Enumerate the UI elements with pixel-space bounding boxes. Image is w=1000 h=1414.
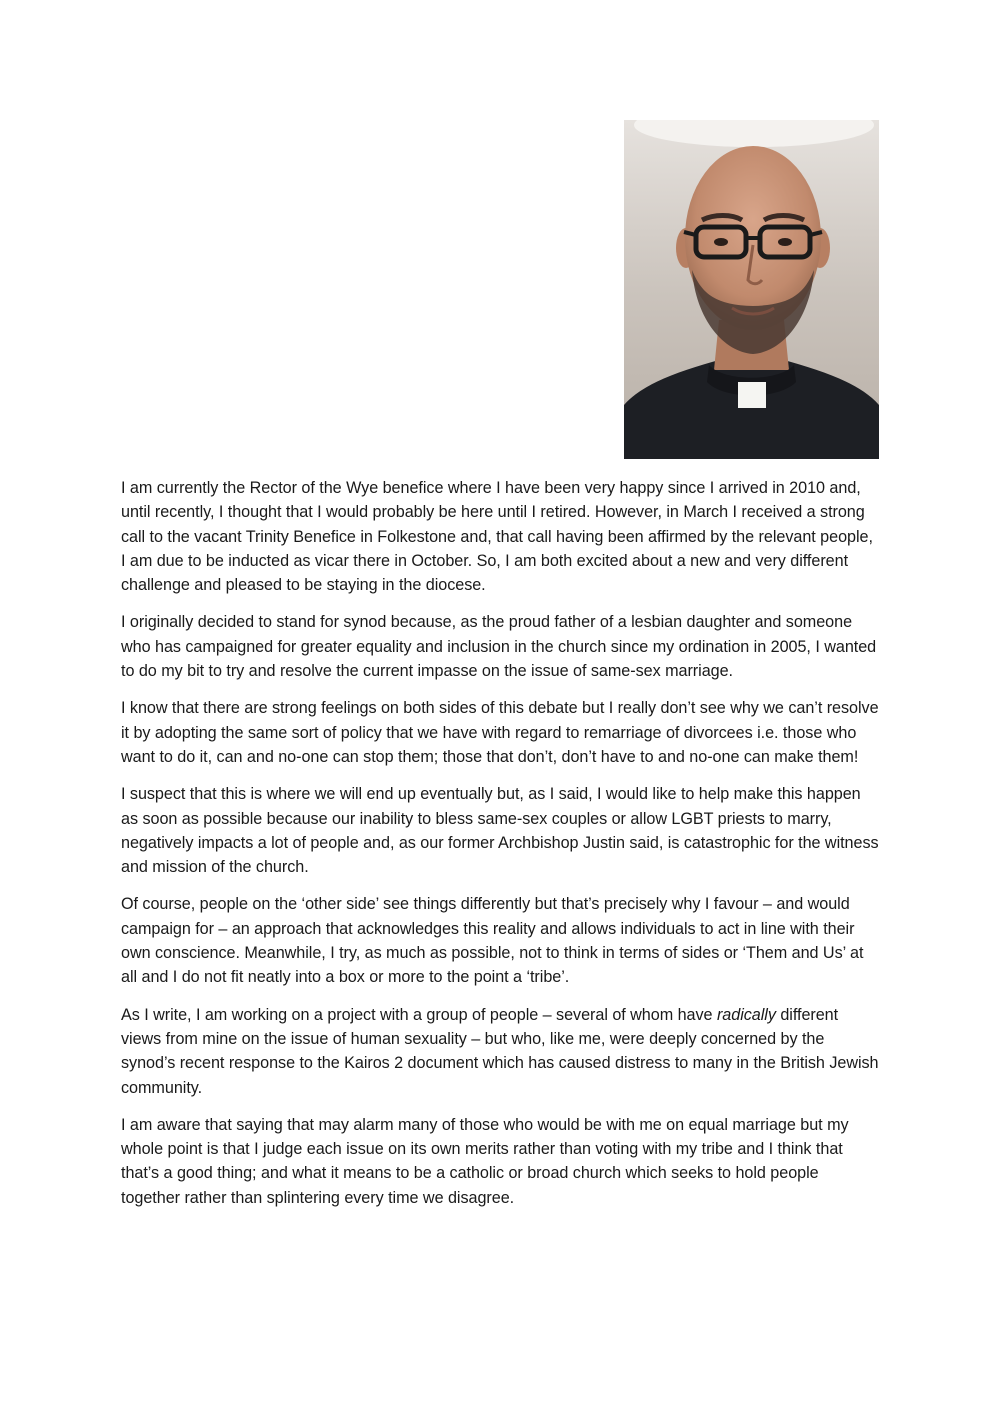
paragraph-5: Of course, people on the ‘other side’ see things differently but that’s precisely why I favour – and would campaign for – an approach that acknowledges this reality and allows individuals to act in line with their own conscience. Meanwhile, I try, as much as possible, not to think in terms of sides or ‘Them and Us’ at all and I do not fit neatly into a box or more to the point a ‘tribe’. xyxy=(121,895,864,987)
biography-text xyxy=(121,476,881,1223)
paragraph-1: I am currently the Rector of the Wye benefice where I have been very happy since I arrived in 2010 and, until recently, I thought that I would probably be here until I retired. However, in March I received a strong call to the vacant Trinity Benefice in Folkestone and, that call having been affirmed by the relevant people, I am due to be inducted as vicar there in October. So, I am both excited about a new and very different challenge and pleased to be staying in the diocese. xyxy=(121,479,873,595)
paragraph-6-start: As I write, I am working on a project with a group of people – several of whom have xyxy=(121,1005,717,1024)
paragraph-6 xyxy=(121,1003,881,1100)
paragraph-6-emphasis: radically xyxy=(716,1005,776,1024)
paragraph-4: I suspect that this is where we will end up eventually but, as I said, I would like to help make this happen as soon as possible because our inability to bless same-sex couples or allow LGBT priests to marry, negatively impacts a lot of people and, as our former Archbishop Justin said, is catastrophic for the witness and mission of the church. xyxy=(121,785,879,877)
portrait-photo xyxy=(624,120,879,459)
paragraph-2: I originally decided to stand for synod because, as the proud father of a lesbian daughter and someone who has campaigned for greater equality and inclusion in the church since my ordination in 2005, I wanted to do my bit to try and resolve the current impasse on the issue of same-sex marriage. xyxy=(121,613,877,681)
paragraph-6-end: different views from mine on the issue of human sexuality – but who, like me, were deeply concerned by the synod’s recent response to the Kairos 2 document which has caused distress to many in the British Jewish community. xyxy=(121,1005,879,1097)
paragraph-7: I am aware that saying that may alarm many of those who would be with me on equal marriage but my whole point is that I judge each issue on its own merits rather than voting with my tribe and I think that that’s a good thing; and what it means to be a catholic or broad church which seeks to hold people together rather than splintering every time we disagree. xyxy=(121,1115,849,1207)
portrait-illustration xyxy=(624,120,879,459)
paragraph-3: I know that there are strong feelings on both sides of this debate but I really don’t see why we can’t resolve it by adopting the same sort of policy that we have with regard to remarriage of divorcees i.e. those who want to do it, can and no-one can stop them; those that don’t, don’t have to and no-one can make them! xyxy=(121,699,879,766)
